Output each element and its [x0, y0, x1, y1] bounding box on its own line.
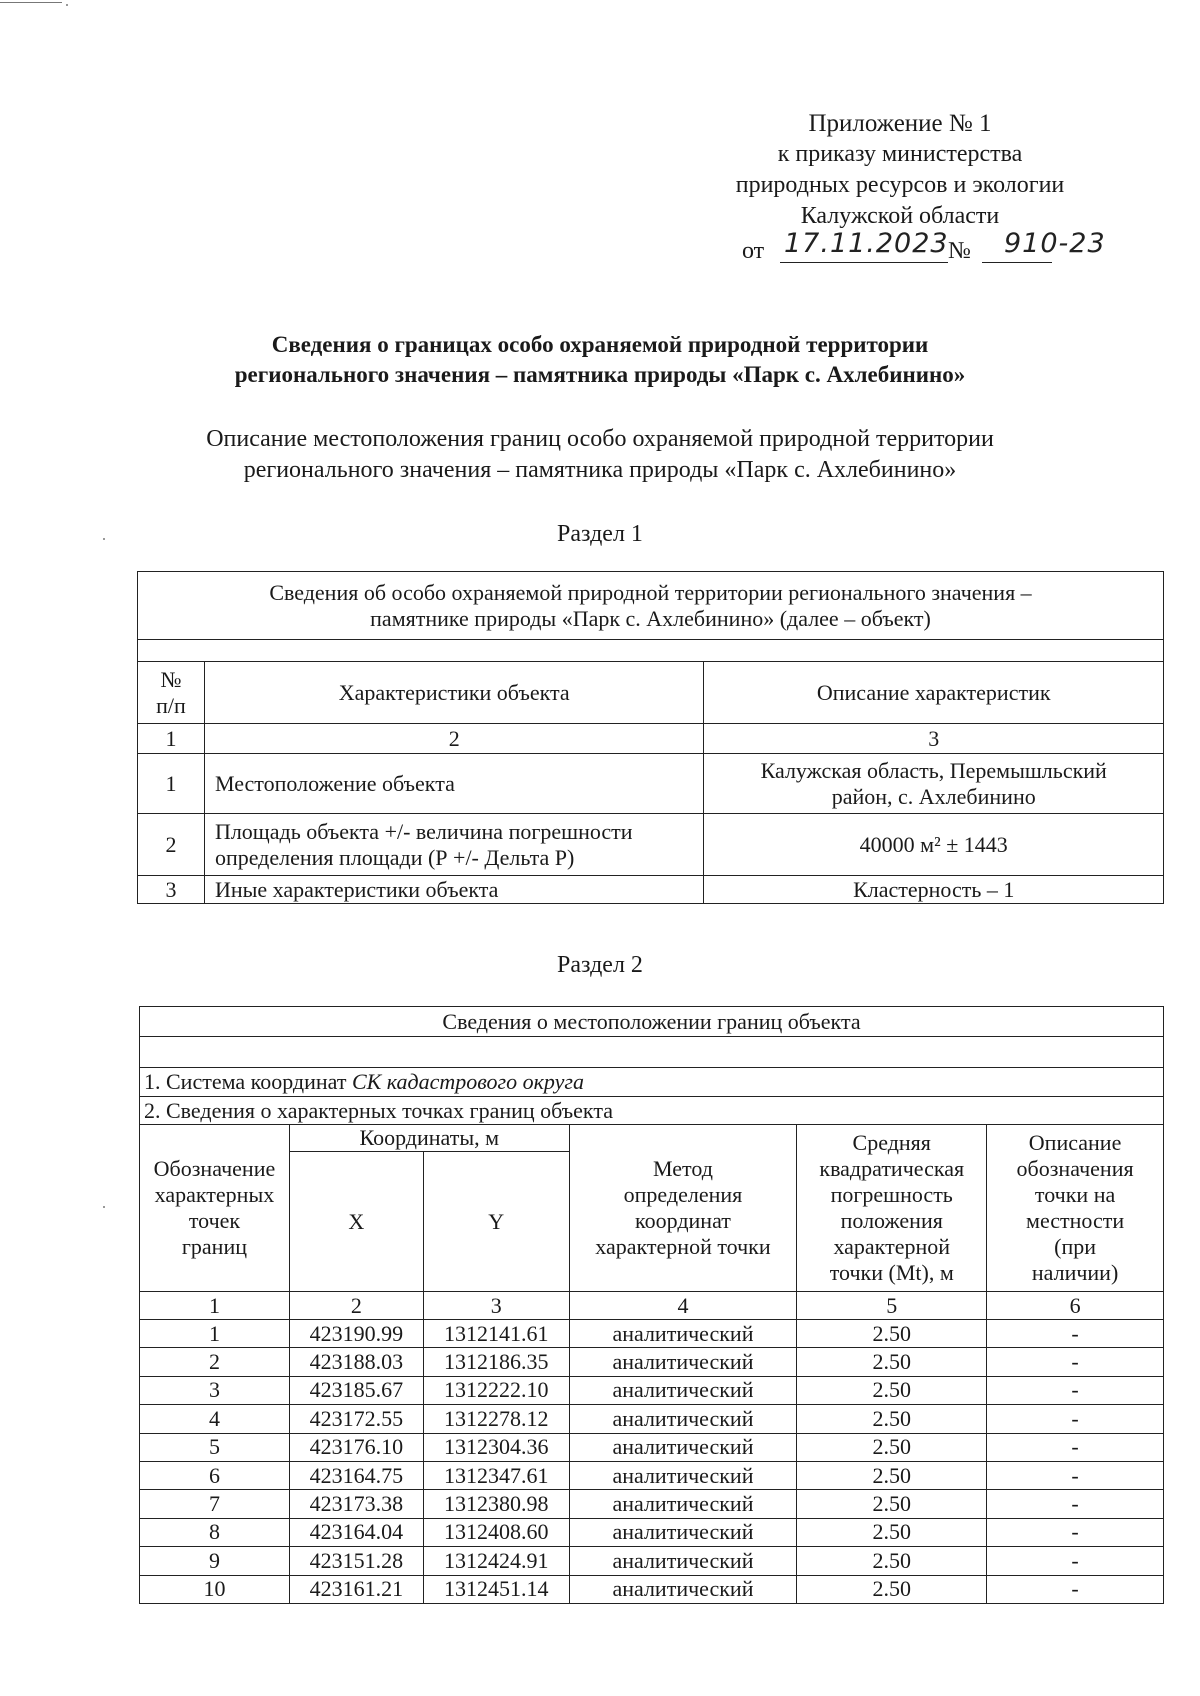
object-info-table — [137, 571, 1164, 904]
col-header-description: Описание характеристик — [704, 662, 1164, 724]
table-row — [138, 814, 1164, 876]
point-y: 1312222.10 — [423, 1376, 569, 1404]
point-x: 423172.55 — [289, 1405, 423, 1433]
row-description: Калужская область, Перемышльский район, с. Ахлебинино — [704, 754, 1164, 814]
point-x: 423151.28 — [289, 1547, 423, 1575]
col-header-no: № п/п — [138, 662, 205, 724]
appendix-line: к приказу министерства — [777, 141, 1023, 167]
point-id: 5 — [140, 1433, 290, 1461]
point-desc: - — [987, 1518, 1164, 1546]
point-mt: 2.50 — [797, 1490, 987, 1518]
col-number: 3 — [423, 1292, 569, 1320]
col-number: 4 — [569, 1292, 797, 1320]
point-y: 1312451.14 — [423, 1575, 569, 1603]
table-header: Сведения о местоположении границ объекта — [140, 1007, 1164, 1037]
coordinate-system-name: СК кадастрового округа — [351, 1069, 584, 1094]
row-no: 1 — [138, 754, 205, 814]
document-subtitle — [150, 424, 1050, 486]
point-desc: - — [987, 1575, 1164, 1603]
subtitle-line: Описание местоположения границ особо охраняемой природной территории — [206, 426, 994, 452]
point-method: аналитический — [569, 1518, 797, 1546]
point-mt: 2.50 — [797, 1547, 987, 1575]
point-mt: 2.50 — [797, 1376, 987, 1404]
point-id: 8 — [140, 1518, 290, 1546]
col-header-y: Y — [423, 1152, 569, 1292]
table-row — [140, 1547, 1164, 1575]
point-desc: - — [987, 1461, 1164, 1489]
scan-edge-line — [0, 2, 62, 3]
row-no: 2 — [138, 814, 205, 876]
number-underline — [982, 262, 1052, 263]
point-x: 423161.21 — [289, 1575, 423, 1603]
table-row — [140, 1320, 1164, 1348]
point-mt: 2.50 — [797, 1461, 987, 1489]
title-line: регионального значения – памятника природы «Парк с. Ахлебинино» — [234, 362, 966, 387]
row-characteristic: Иные характеристики объекта — [204, 876, 704, 904]
appendix-block — [690, 108, 1110, 232]
point-mt: 2.50 — [797, 1405, 987, 1433]
order-date-number — [742, 230, 1182, 264]
point-id: 2 — [140, 1348, 290, 1376]
point-x: 423185.67 — [289, 1376, 423, 1404]
table-row — [140, 1405, 1164, 1433]
point-x: 423176.10 — [289, 1433, 423, 1461]
point-y: 1312304.36 — [423, 1433, 569, 1461]
point-desc: - — [987, 1490, 1164, 1518]
point-desc: - — [987, 1320, 1164, 1348]
point-id: 1 — [140, 1320, 290, 1348]
point-id: 3 — [140, 1376, 290, 1404]
col-number: 2 — [289, 1292, 423, 1320]
row-description: 40000 м² ± 1443 — [704, 814, 1164, 876]
coordinate-system: 1. Система координат СК кадастрового округа — [140, 1068, 1164, 1097]
table-row — [140, 1376, 1164, 1404]
handwritten-number: 910-23 — [1004, 228, 1106, 259]
point-method: аналитический — [569, 1490, 797, 1518]
col-header-method: Метод определения координат характерной точки — [569, 1125, 797, 1292]
table-row — [138, 754, 1164, 814]
col-header-designation: Обозначение характерных точек границ — [140, 1125, 290, 1292]
scan-speck — [103, 1206, 105, 1208]
point-method: аналитический — [569, 1376, 797, 1404]
row-characteristic: Местоположение объекта — [204, 754, 704, 814]
appendix-title: Приложение № 1 — [808, 110, 992, 137]
empty-row — [140, 1037, 1164, 1068]
col-number: 1 — [138, 724, 205, 754]
point-y: 1312141.61 — [423, 1320, 569, 1348]
point-y: 1312408.60 — [423, 1518, 569, 1546]
col-number: 2 — [204, 724, 704, 754]
point-method: аналитический — [569, 1461, 797, 1489]
section2-label: Раздел 2 — [557, 952, 643, 978]
point-x: 423173.38 — [289, 1490, 423, 1518]
date-underline — [780, 262, 948, 263]
table-header: Сведения об особо охраняемой природной территории регионального значения – памятнике природы «Парк с. Ахлебинино» (далее – объект) — [138, 572, 1164, 640]
point-y: 1312347.61 — [423, 1461, 569, 1489]
point-desc: - — [987, 1376, 1164, 1404]
point-mt: 2.50 — [797, 1575, 987, 1603]
col-number: 5 — [797, 1292, 987, 1320]
appendix-line: Калужской области — [800, 203, 1000, 229]
col-number: 3 — [704, 724, 1164, 754]
point-y: 1312278.12 — [423, 1405, 569, 1433]
point-method: аналитический — [569, 1547, 797, 1575]
points-title: 2. Сведения о характерных точках границ объекта — [140, 1097, 1164, 1125]
point-desc: - — [987, 1348, 1164, 1376]
point-method: аналитический — [569, 1320, 797, 1348]
point-mt: 2.50 — [797, 1320, 987, 1348]
point-method: аналитический — [569, 1405, 797, 1433]
section1-label: Раздел 1 — [557, 521, 643, 547]
point-mt: 2.50 — [797, 1348, 987, 1376]
point-y: 1312186.35 — [423, 1348, 569, 1376]
row-description: Кластерность – 1 — [704, 876, 1164, 904]
col-header-error: Средняя квадратическая погрешность положения характерной точки (Mt), м — [797, 1125, 987, 1292]
point-x: 423190.99 — [289, 1320, 423, 1348]
title-line: Сведения о границах особо охраняемой природной территории — [271, 332, 929, 357]
table-row — [140, 1490, 1164, 1518]
table-row — [140, 1518, 1164, 1546]
empty-row — [138, 640, 1164, 662]
table-row — [138, 876, 1164, 904]
point-id: 7 — [140, 1490, 290, 1518]
point-id: 10 — [140, 1575, 290, 1603]
scan-speck — [66, 4, 68, 6]
point-id: 9 — [140, 1547, 290, 1575]
point-y: 1312380.98 — [423, 1490, 569, 1518]
point-x: 423188.03 — [289, 1348, 423, 1376]
point-y: 1312424.91 — [423, 1547, 569, 1575]
point-id: 6 — [140, 1461, 290, 1489]
point-desc: - — [987, 1433, 1164, 1461]
point-method: аналитический — [569, 1575, 797, 1603]
col-header-coordinates: Координаты, м — [289, 1125, 569, 1152]
handwritten-date: 17.11.2023 — [784, 228, 949, 259]
point-mt: 2.50 — [797, 1433, 987, 1461]
point-desc: - — [987, 1547, 1164, 1575]
table-row — [140, 1575, 1164, 1603]
row-no: 3 — [138, 876, 205, 904]
table-row — [140, 1433, 1164, 1461]
col-header-x: X — [289, 1152, 423, 1292]
col-number: 6 — [987, 1292, 1164, 1320]
point-method: аналитический — [569, 1433, 797, 1461]
table-row — [140, 1348, 1164, 1376]
subtitle-line: регионального значения – памятника природы «Парк с. Ахлебинино» — [243, 457, 957, 483]
date-prefix: от — [742, 238, 765, 264]
points-body — [140, 1320, 1164, 1604]
number-prefix: № — [948, 238, 971, 264]
col-header-description: Описание обозначения точки на местности (при наличии) — [987, 1125, 1164, 1292]
col-header-characteristics: Характеристики объекта — [204, 662, 704, 724]
row-characteristic: Площадь объекта +/- величина погрешности определения площади (Р +/- Дельта Р) — [204, 814, 704, 876]
point-method: аналитический — [569, 1348, 797, 1376]
point-desc: - — [987, 1405, 1164, 1433]
table-row — [140, 1461, 1164, 1489]
point-x: 423164.04 — [289, 1518, 423, 1546]
document-title — [150, 330, 1050, 390]
col-number: 1 — [140, 1292, 290, 1320]
appendix-line: природных ресурсов и экологии — [735, 172, 1065, 198]
point-mt: 2.50 — [797, 1518, 987, 1546]
boundary-points-table — [139, 1006, 1164, 1604]
point-x: 423164.75 — [289, 1461, 423, 1489]
point-id: 4 — [140, 1405, 290, 1433]
